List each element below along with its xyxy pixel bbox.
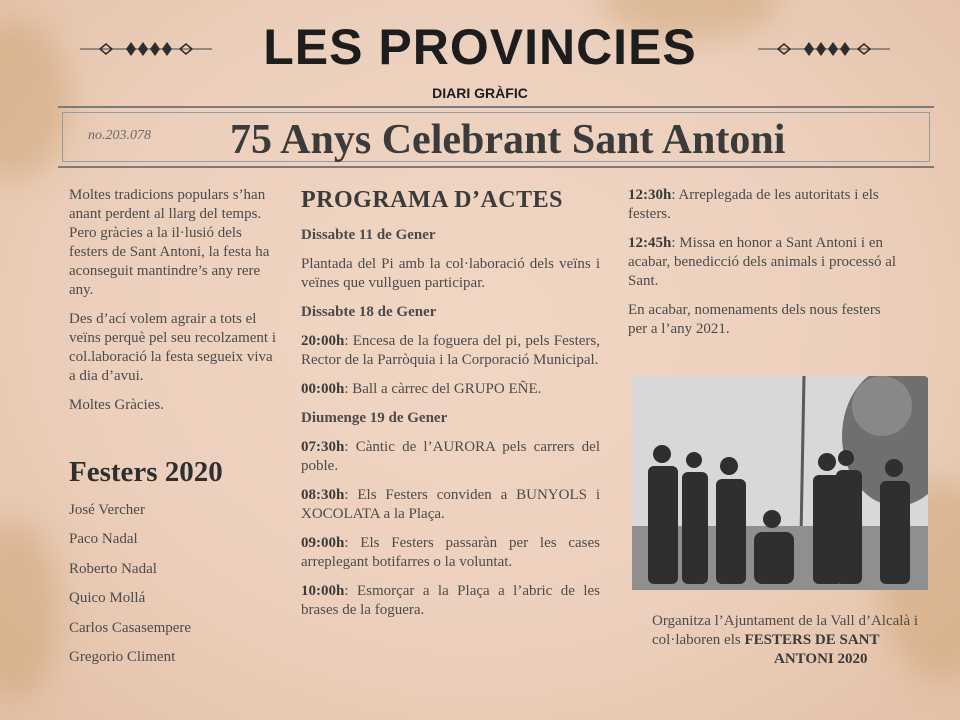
festers-heading: Festers 2020 <box>69 456 223 488</box>
event-item <box>301 332 600 370</box>
masthead <box>0 18 960 76</box>
day-heading: Dissabte 18 de Gener <box>301 304 437 320</box>
event-item <box>301 534 600 572</box>
event-time: 00:00h <box>301 381 345 397</box>
intro-paragraph: Des d’ací volem agrair a tots el veïns perquè pel seu recolzament i col.laboració la festa segueix viva a dia d’avui. <box>69 311 276 384</box>
headline-title: 75 Anys Celebrant Sant Antoni <box>230 117 786 163</box>
event-time: 12:45h <box>628 235 672 251</box>
event-item <box>628 234 900 291</box>
event-text: : Els Festers passaràn per les cases arreplegant botifarres o la voluntat. <box>301 535 600 570</box>
day-heading: Diumenge 19 de Gener <box>301 410 448 426</box>
fester-name: José Vercher <box>69 502 145 518</box>
thanks-text: Moltes Gràcies. <box>69 397 164 413</box>
intro-paragraph: Moltes tradicions populars s’han anant perdent al llarg del temps. Pero gràcies a la il·lusió dels festers de Sant Antoni, la festa ha aconseguit mantindre’s any rere any. <box>69 187 270 298</box>
fester-name: Roberto Nadal <box>69 560 157 577</box>
event-time: 10:00h <box>301 583 345 599</box>
issue-number: no.203.078 <box>88 128 151 143</box>
event-item <box>301 438 600 476</box>
fester-name: Quico Mollá <box>69 590 146 607</box>
intro-column <box>69 186 279 425</box>
historic-group-photo <box>632 376 928 590</box>
caption-bold-1: FESTERS DE SANT <box>744 632 880 648</box>
event-text: : Arreplegada de les autoritats i els festers. <box>628 187 879 222</box>
caption-text: Organitza l’Ajuntament de la Vall d’Alcalà i col·laboren els <box>652 613 919 648</box>
program-column <box>301 186 600 630</box>
program-column-continued <box>628 186 900 349</box>
event-time: 08:30h <box>301 487 345 503</box>
event-text: : Missa en honor a Sant Antoni i en acabar, benedicció dels animals i processó al Sant. <box>628 235 897 289</box>
event-text: : Esmorçar a la Plaça a l’abric de les brases de la foguera. <box>301 583 600 618</box>
fester-name: Gregorio Climent <box>69 648 176 665</box>
event-time: 12:30h <box>628 187 672 203</box>
fester-name: Paco Nadal <box>69 531 138 548</box>
event-time: 09:00h <box>301 535 345 551</box>
event-text: Plantada del Pi amb la col·laboració dels veïns i veïnes que vullguen participar. <box>301 256 600 291</box>
event-time: 20:00h <box>301 333 345 349</box>
event-text: : Els Festers conviden a BUNYOLS i XOCOLATA a la Plaça. <box>301 487 600 522</box>
photo-caption <box>652 612 942 669</box>
closing-text: En acabar, nomenaments dels nous festers per a l’any 2021. <box>628 302 881 337</box>
event-item <box>301 486 600 524</box>
caption-bold-2: ANTONI 2020 <box>774 651 868 667</box>
event-text: : Ball a càrrec del GRUPO EÑE. <box>344 381 542 397</box>
newspaper-title: LES PROVINCIES <box>263 19 697 75</box>
event-time: 07:30h <box>301 439 345 455</box>
program-heading: PROGRAMA D’ACTES <box>301 187 564 213</box>
festers-list <box>69 502 269 678</box>
event-item <box>628 186 900 224</box>
event-text: : Encesa de la foguera del pi, pels Festers, Rector de la Parròquia i la Corporació Municipal. <box>301 333 600 368</box>
event-item <box>301 380 600 399</box>
fester-name: Carlos Casasempere <box>69 619 192 636</box>
event-text: : Càntic de l’AURORA pels carrers del poble. <box>301 439 600 474</box>
day-heading: Dissabte 11 de Gener <box>301 227 436 243</box>
event-item <box>301 582 600 620</box>
newspaper-subtitle: DIARI GRÀFIC <box>432 85 528 101</box>
